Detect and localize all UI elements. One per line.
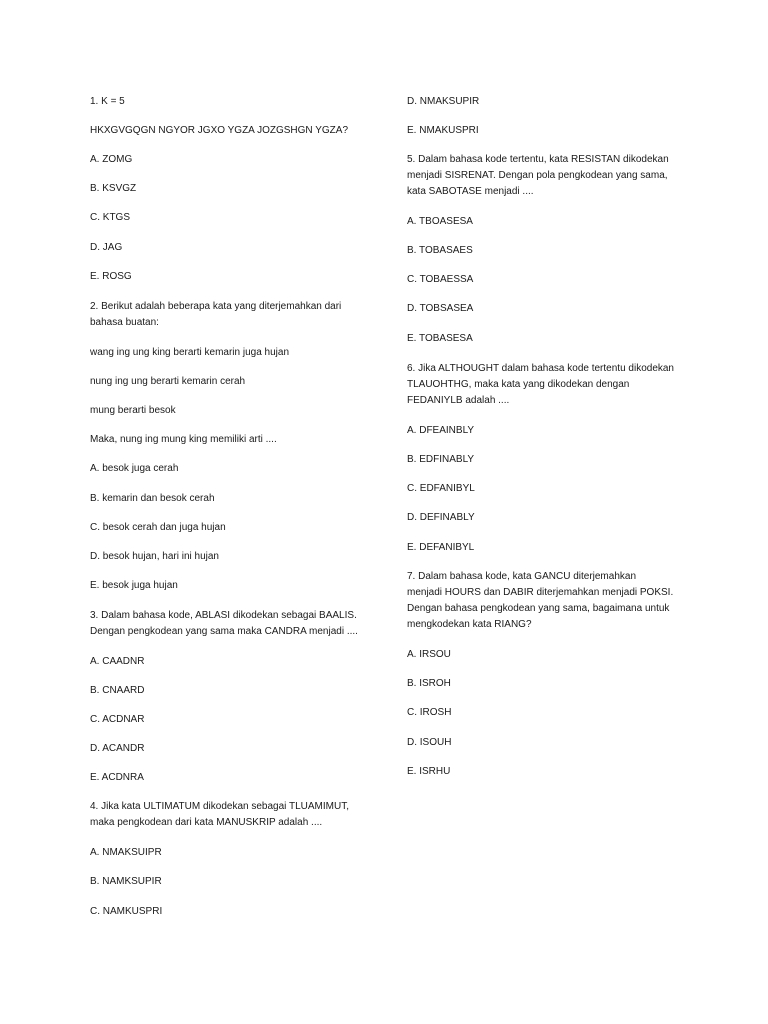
text-line: D. DEFINABLY (407, 512, 475, 523)
text-line: E. ROSG (90, 271, 132, 282)
text-line: C. NAMKUSPRI (90, 906, 163, 917)
text-line: D. TOBSASEA (407, 303, 474, 314)
text-line: B. kemarin dan besok cerah (90, 493, 215, 504)
text-line: C. besok cerah dan juga hujan (90, 522, 226, 533)
text-line: B. KSVGZ (90, 183, 137, 194)
text-line: menjadi HOURS dan DABIR diterjemahkan menjadi POKSI. (407, 587, 674, 598)
text-line: 7. Dalam bahasa kode, kata GANCU diterjemahkan (407, 571, 637, 582)
text-line: E. besok juga hujan (90, 580, 178, 591)
text-line: wang ing ung king berarti kemarin juga hujan (90, 347, 290, 358)
text-line: E. ACDNRA (90, 772, 144, 783)
text-line: A. NMAKSUIPR (90, 847, 162, 858)
text-line: D. besok hujan, hari ini hujan (90, 551, 219, 562)
text-line: 5. Dalam bahasa kode tertentu, kata RESISTAN dikodekan (407, 154, 669, 165)
text-line: D. ISOUH (407, 737, 452, 748)
text-line: A. DFEAINBLY (407, 425, 475, 436)
text-line: B. EDFINABLY (407, 454, 475, 465)
text-line: C. TOBAESSA (407, 274, 474, 285)
text-line: E. TOBASESA (407, 333, 473, 344)
text-line: Dengan bahasa pengkodean yang sama, bagaimana untuk (407, 603, 670, 614)
text-line: Maka, nung ing mung king memiliki arti .... (90, 434, 277, 445)
text-line: maka pengkodean dari kata MANUSKRIP adalah .... (90, 817, 323, 828)
text-line: FEDANIYLB adalah .... (407, 395, 510, 406)
text-line: C. ACDNAR (90, 714, 145, 725)
text-line: E. ISRHU (407, 766, 451, 777)
text-line: B. ISROH (407, 678, 451, 689)
text-line: HKXGVGQGN NGYOR JGXO YGZA JOZGSHGN YGZA? (90, 125, 349, 136)
text-line: C. EDFANIBYL (407, 483, 475, 494)
text-line: 6. Jika ALTHOUGHT dalam bahasa kode tertentu dikodekan (407, 363, 674, 374)
text-line: TLAUOHTHG, maka kata yang dikodekan dengan (407, 379, 630, 390)
text-line: C. IROSH (407, 707, 452, 718)
text-line: 3. Dalam bahasa kode, ABLASI dikodekan sebagai BAALIS. (90, 610, 357, 621)
text-line: B. NAMKSUPIR (90, 876, 162, 887)
text-line: D. ACANDR (90, 743, 145, 754)
text-line: D. NMAKSUPIR (407, 96, 480, 107)
text-line: E. NMAKUSPRI (407, 125, 479, 136)
text-line: A. TBOASESA (407, 216, 473, 227)
text-line: nung ing ung berarti kemarin cerah (90, 376, 246, 387)
text-line: mengkodekan kata RIANG? (407, 619, 532, 630)
text-line: A. ZOMG (90, 154, 133, 165)
text-line: D. JAG (90, 242, 123, 253)
text-line: A. besok juga cerah (90, 463, 179, 474)
text-line: A. CAADNR (90, 656, 145, 667)
text-line: B. TOBASAES (407, 245, 473, 256)
text-line: Dengan pengkodean yang sama maka CANDRA menjadi .... (90, 626, 358, 637)
text-line: E. DEFANIBYL (407, 542, 475, 553)
text-line: menjadi SISRENAT. Dengan pola pengkodean yang sama, (407, 170, 668, 181)
text-line: 1. K = 5 (90, 96, 125, 107)
text-line: kata SABOTASE menjadi .... (407, 186, 534, 197)
text-line: mung berarti besok (90, 405, 176, 416)
text-line: A. IRSOU (407, 649, 451, 660)
text-line: C. KTGS (90, 212, 131, 223)
text-line: 2. Berikut adalah beberapa kata yang diterjemahkan dari (90, 301, 342, 312)
text-line: 4. Jika kata ULTIMATUM dikodekan sebagai TLUAMIMUT, (90, 801, 349, 812)
text-line: B. CNAARD (90, 685, 145, 696)
text-line: bahasa buatan: (90, 317, 159, 328)
